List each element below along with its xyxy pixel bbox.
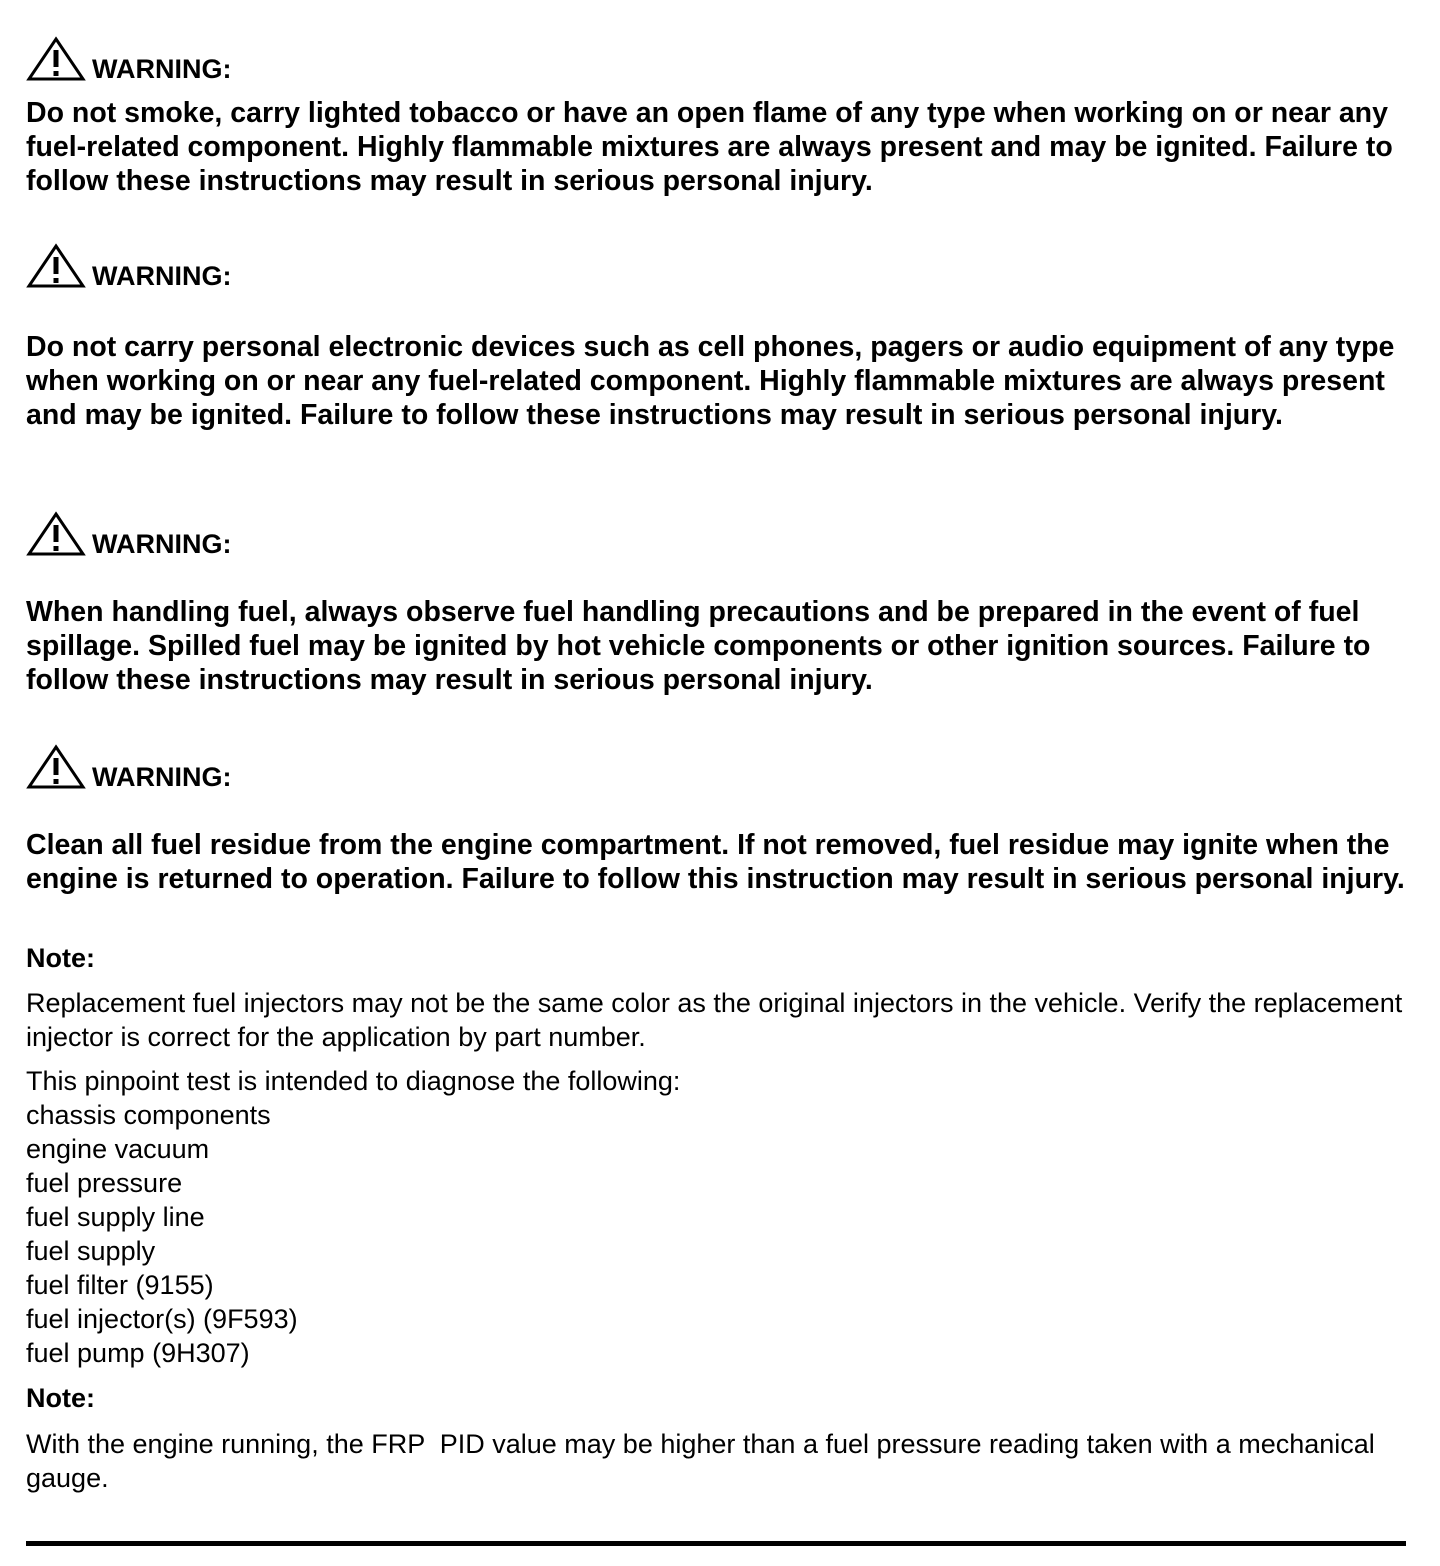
warning-text: Do not carry personal electronic devices such as cell phones, pagers or audio equipment of any type when working on or near any fuel-related component. Highly flammable mixtures are always present and may be ignited. Failure to follow these instructions may result in serious personal injury. [26,331,1395,431]
warning-text: Do not smoke, carry lighted tobacco or have an open flame of any type when working on or near any fuel-related component. Highly flammable mixtures are always present and may be ignited. Failure to follow these instructions may result in serious personal injury. [26,97,1393,197]
bottom-rule [26,1541,1406,1546]
warning-triangle-icon [26,511,86,557]
warning-text: Clean all fuel residue from the engine compartment. If not removed, fuel residue may ignite when the engine is returned to operation. Failure to follow this instruction may result in serious personal injury. [26,829,1405,895]
pinpoint-intro: This pinpoint test is intended to diagnose the following: [26,1066,681,1096]
note-text: With the engine running, the FRP PID value may be higher than a fuel pressure reading taken with a mechanical gauge. [26,1429,1383,1493]
list-item: fuel supply [26,1236,156,1266]
note-heading: Note: [26,1383,95,1413]
pinpoint-list [26,1098,298,1370]
list-item: chassis components [26,1100,271,1130]
list-item: fuel pressure [26,1168,183,1198]
warning-label: WARNING: [92,261,232,291]
warning-label: WARNING: [92,54,232,84]
warning-triangle-icon [26,36,86,82]
list-item: fuel pump (9H307) [26,1338,250,1368]
warning-triangle-icon [26,744,86,790]
warning-heading [26,237,231,289]
warning-label: WARNING: [92,762,232,792]
list-item: engine vacuum [26,1134,210,1164]
warning-text: When handling fuel, always observe fuel handling precautions and be prepared in the event of fuel spillage. Spilled fuel may be ignited by hot vehicle components or other ignition sources. Failure to follow these instructions may result in serious personal injury. [26,596,1371,696]
warning-triangle-icon [26,243,86,289]
warning-label: WARNING: [92,529,232,559]
warning-heading [26,505,231,557]
warning-heading [26,30,231,82]
list-item: fuel supply line [26,1202,205,1232]
list-item: fuel injector(s) (9F593) [26,1304,298,1334]
note-heading: Note: [26,943,95,973]
warning-heading [26,738,231,790]
note-text: Replacement fuel injectors may not be the same color as the original injectors in the vehicle. Verify the replacement injector is correct for the application by part number. [26,988,1403,1052]
list-item: fuel filter (9155) [26,1270,214,1300]
